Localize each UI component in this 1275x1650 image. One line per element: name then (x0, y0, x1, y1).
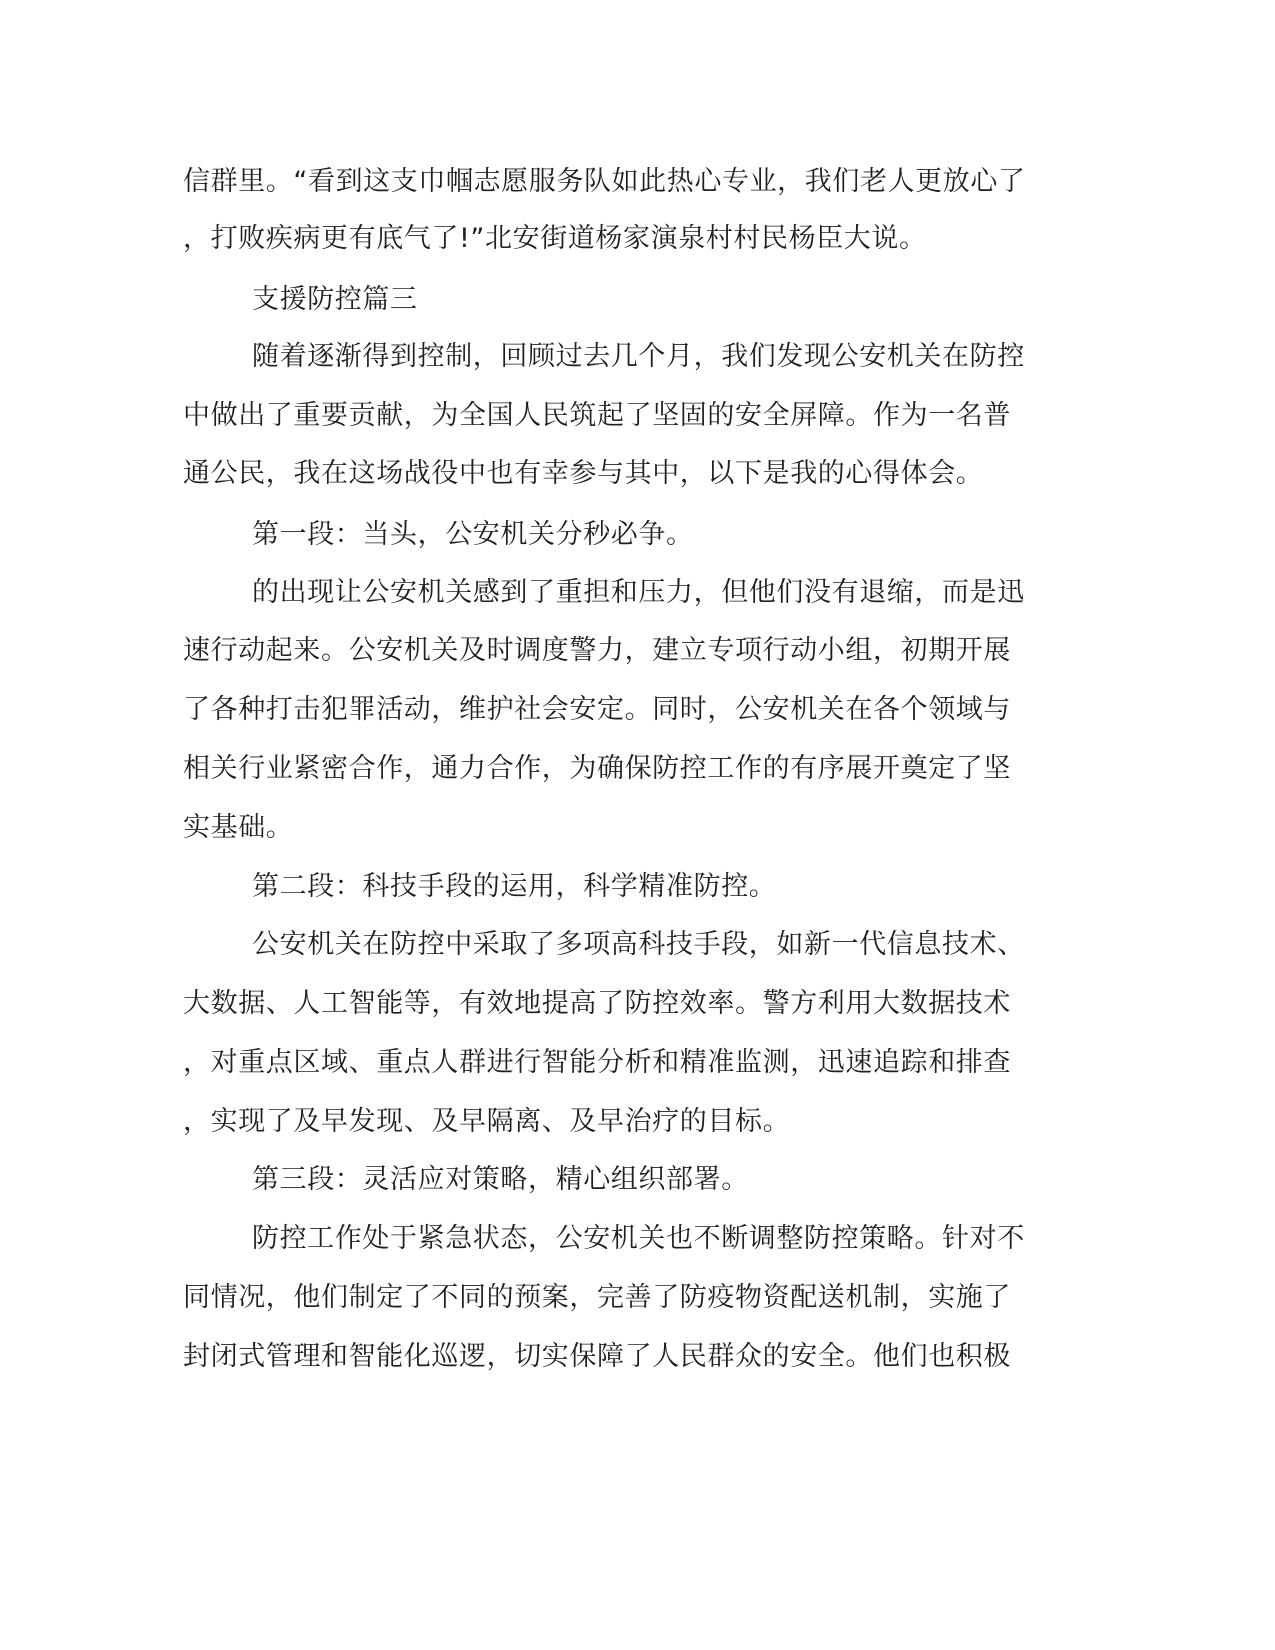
text-line: ，实现了及早发现、及早隔离、及早治疗的目标。 (183, 1106, 791, 1137)
text-line: 公安机关在防控中采取了多项高科技手段，如新一代信息技术、 (252, 929, 1025, 960)
section-heading: 支援防控篇三 (252, 284, 418, 315)
text-line: 大数据、人工智能等，有效地提高了防控效率。警方利用大数据技术 (183, 988, 1011, 1019)
paragraph-heading: 第三段：灵活应对策略，精心组织部署。 (252, 1164, 749, 1195)
paragraph-heading: 第二段：科技手段的运用，科学精准防控。 (252, 871, 777, 902)
text-line: 了各种打击犯罪活动，维护社会安定。同时，公安机关在各个领域与 (183, 694, 1011, 725)
text-line: 相关行业紧密合作，通力合作，为确保防控工作的有序展开奠定了坚 (183, 753, 1011, 784)
text-line: 信群里。“看到这支巾帼志愿服务队如此热心专业，我们老人更放心了 (183, 166, 1026, 197)
text-line: ，对重点区域、重点人群进行智能分析和精准监测，迅速追踪和排查 (183, 1047, 1011, 1078)
text-line: 中做出了重要贡献，为全国人民筑起了坚固的安全屏障。作为一名普 (183, 400, 1011, 431)
text-line: 防控工作处于紧急状态，公安机关也不断调整防控策略。针对不 (252, 1223, 1025, 1254)
paragraph-heading: 第一段：当头，公安机关分秒必争。 (252, 519, 694, 550)
text-line: 实基础。 (183, 812, 294, 843)
text-line: 封闭式管理和智能化巡逻，切实保障了人民群众的安全。他们也积极 (183, 1341, 1011, 1372)
text-line: 速行动起来。公安机关及时调度警力，建立专项行动小组，初期开展 (183, 635, 1011, 666)
text-line: ，打败疾病更有底气了!”北安街道杨家演泉村村民杨臣大说。 (183, 223, 927, 254)
text-line: 通公民，我在这场战役中也有幸参与其中，以下是我的心得体会。 (183, 458, 984, 489)
text-line: 随着逐渐得到控制，回顾过去几个月，我们发现公安机关在防控 (252, 341, 1025, 372)
text-line: 的出现让公安机关感到了重担和压力，但他们没有退缩，而是迅 (252, 577, 1025, 608)
text-line: 同情况，他们制定了不同的预案，完善了防疫物资配送机制，实施了 (183, 1282, 1011, 1313)
